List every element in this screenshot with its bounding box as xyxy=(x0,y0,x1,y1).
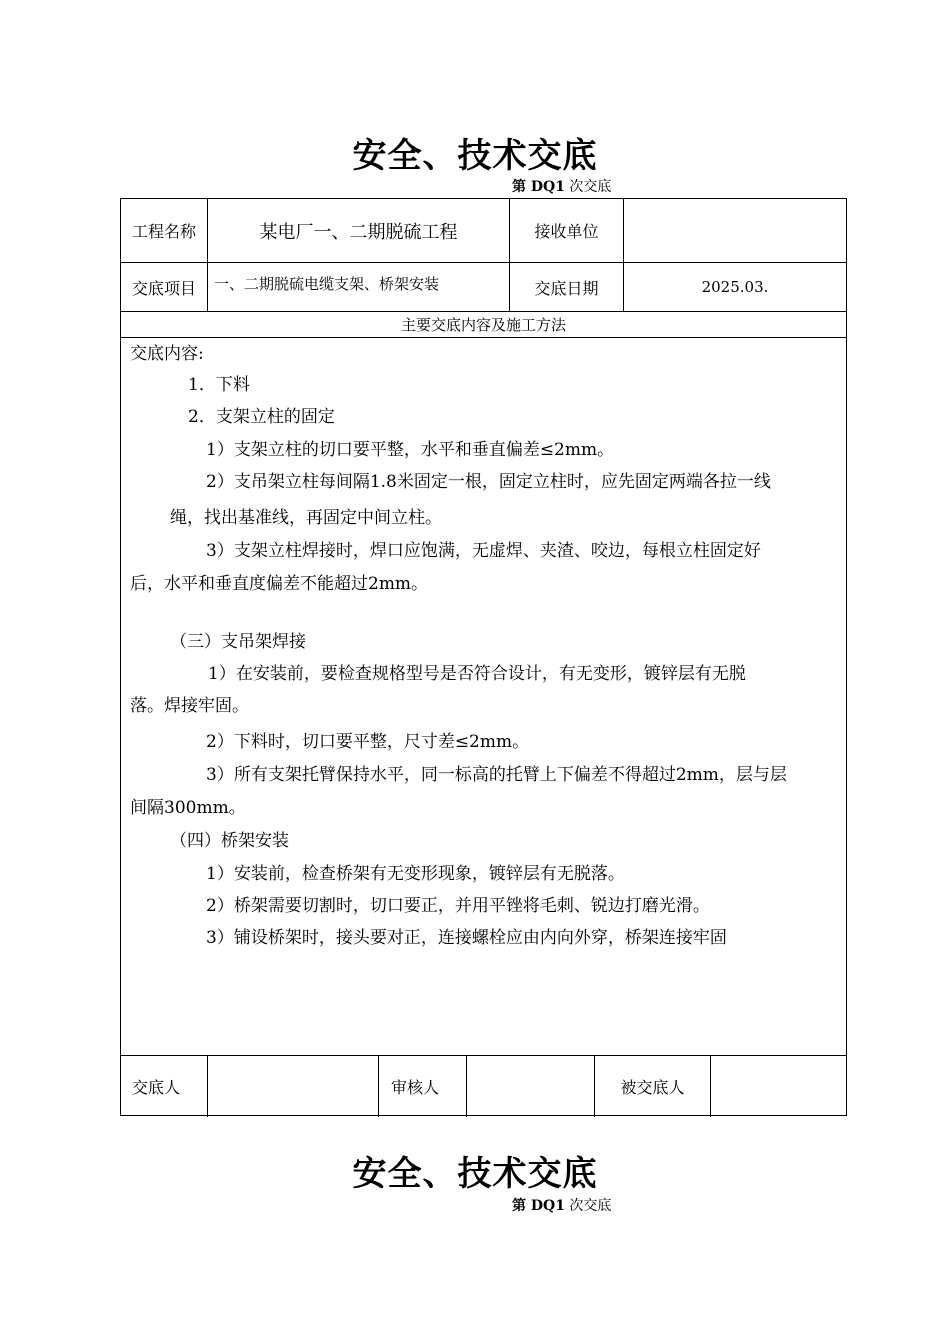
content-line: 1）安装前，检查桥架有无变形现象，镀锌层有无脱落。 xyxy=(206,864,625,884)
content-line: 1）在安装前，要检查规格型号是否符合设计，有无变形，镀锌层有无脱 xyxy=(208,664,746,684)
disclosure-form xyxy=(120,198,847,1116)
content-line: 落。焊接牢固。 xyxy=(130,696,249,716)
next-page-title: 安全、技术交底 xyxy=(352,1154,598,1194)
date-value: 2025.03. xyxy=(701,278,769,296)
project-name-value: 某电厂一、二期脱硫工程 xyxy=(259,221,458,243)
next-page-subtitle xyxy=(512,1195,611,1215)
content-line: 1）支架立柱的切口要平整，水平和垂直偏差≤2mm。 xyxy=(206,440,615,460)
document-subtitle xyxy=(512,176,611,196)
reviewer-value xyxy=(467,1056,594,1116)
presenter-value xyxy=(208,1056,378,1116)
content-line: 后，水平和垂直度偏差不能超过2mm。 xyxy=(130,574,429,594)
date-label: 交底日期 xyxy=(534,278,599,298)
receiver-label: 接收单位 xyxy=(534,222,599,241)
document-title: 安全、技术交底 xyxy=(352,136,598,176)
content-line: 3）支架立柱焊接时，焊口应饱满，无虚焊、夹渣、咬边，每根立柱固定好 xyxy=(206,541,761,561)
content-line: （三）支吊架焊接 xyxy=(170,632,306,652)
section-heading: 主要交底内容及施工方法 xyxy=(400,316,566,334)
item-value: 一、二期脱硫电缆支架、桥架安装 xyxy=(214,274,440,293)
content-line: （四）桥架安装 xyxy=(170,831,289,851)
receiver-value xyxy=(624,199,846,262)
recipient-value xyxy=(711,1056,846,1116)
content-line: 2．支架立柱的固定 xyxy=(188,407,335,427)
presenter-label: 交底人 xyxy=(131,1077,180,1097)
content-line: 3）铺设桥架时，接头要对正，连接螺栓应由内向外穿，桥架连接牢固 xyxy=(206,928,727,948)
subtitle-suffix: 次交底 xyxy=(564,179,612,195)
content-line: 绳，找出基准线，再固定中间立柱。 xyxy=(170,508,442,528)
form-rule xyxy=(121,337,846,338)
next-subtitle-suffix: 次交底 xyxy=(564,1198,612,1214)
recipient-label: 被交底人 xyxy=(620,1077,685,1097)
next-subtitle-number: 第 DQ1 xyxy=(512,1198,565,1214)
content-line: 3）所有支架托臂保持水平，同一标高的托臂上下偏差不得超过2mm，层与层 xyxy=(206,765,787,785)
content-line: 2）下料时，切口要平整，尺寸差≤2mm。 xyxy=(206,732,530,752)
item-label: 交底项目 xyxy=(131,278,196,298)
subtitle-number: 第 DQ1 xyxy=(512,179,565,195)
content-line: 间隔300mm。 xyxy=(130,798,246,818)
content-line: 交底内容: xyxy=(130,344,204,364)
content-line: 2）桥架需要切割时，切口要正，并用平锉将毛刺、锐边打磨光滑。 xyxy=(206,896,710,916)
content-line: 1．下料 xyxy=(188,375,250,395)
content-line: 2）支吊架立柱每间隔1.8米固定一根，固定立柱时，应先固定两端各拉一线 xyxy=(206,472,771,492)
project-name-label: 工程名称 xyxy=(131,222,196,241)
reviewer-label: 审核人 xyxy=(390,1077,439,1097)
